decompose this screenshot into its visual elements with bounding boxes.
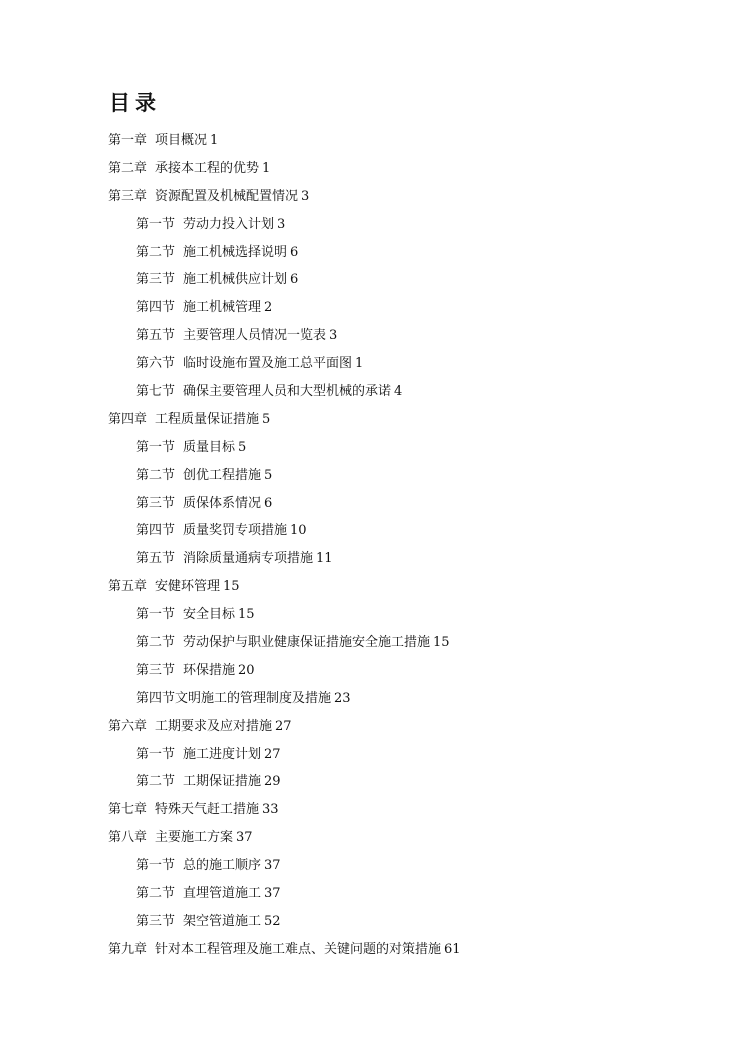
toc-entry-page-number: 15 (223, 579, 240, 595)
toc-entry-label: 第二节 (136, 467, 176, 483)
toc-section-entry[interactable] (0, 741, 744, 769)
toc-entry-page-number: 1 (262, 160, 271, 176)
toc-entry-label: 第五节 (136, 551, 176, 567)
toc-entry-label: 第四节 (136, 690, 176, 706)
toc-entry-page-number: 3 (277, 216, 286, 232)
toc-entry-page-number: 15 (433, 635, 450, 651)
toc-chapter-entry[interactable] (0, 155, 744, 183)
toc-entry-label: 第三节 (136, 662, 176, 678)
toc-entry-text: 施工进度计划 (183, 746, 262, 762)
toc-entry-page-number: 6 (264, 495, 273, 511)
toc-entry-label: 第九章 (108, 941, 148, 957)
toc-entry-label: 第四章 (108, 411, 148, 427)
toc-entry-page-number: 5 (264, 467, 273, 483)
toc-entry-page-number: 3 (301, 188, 310, 204)
toc-entry-page-number: 10 (290, 523, 307, 539)
toc-entry-page-number: 6 (290, 272, 299, 288)
toc-section-entry[interactable] (0, 211, 744, 239)
toc-entry-label: 第一节 (136, 216, 176, 232)
toc-entry-page-number: 1 (355, 356, 364, 372)
toc-section-entry[interactable] (0, 462, 744, 490)
toc-entry-text: 安全目标 (183, 607, 236, 623)
toc-entry-label: 第一节 (136, 858, 176, 874)
toc-section-entry[interactable] (0, 601, 744, 629)
toc-entry-page-number: 29 (264, 774, 281, 790)
toc-entry-label: 第三章 (108, 188, 148, 204)
toc-section-entry[interactable] (0, 685, 744, 713)
toc-entry-label: 第二章 (108, 160, 148, 176)
toc-chapter-entry[interactable] (0, 573, 744, 601)
toc-entry-label: 第二节 (136, 774, 176, 790)
toc-entry-label: 第三节 (136, 495, 176, 511)
toc-chapter-entry[interactable] (0, 936, 744, 964)
toc-entry-label: 第一节 (136, 607, 176, 623)
toc-entry-label: 第四节 (136, 523, 176, 539)
toc-entry-page-number: 4 (394, 384, 403, 400)
toc-entry-text: 文明施工的管理制度及措施 (175, 690, 332, 706)
toc-list (0, 127, 744, 964)
toc-entry-label: 第六章 (108, 718, 148, 734)
toc-entry-text: 针对本工程管理及施工难点、关键问题的对策措施 (155, 941, 442, 957)
toc-entry-text: 施工机械管理 (183, 300, 262, 316)
toc-entry-label: 第六节 (136, 356, 176, 372)
toc-entry-text: 确保主要管理人员和大型机械的承诺 (183, 384, 392, 400)
toc-section-entry[interactable] (0, 852, 744, 880)
toc-entry-label: 第七章 (108, 802, 148, 818)
toc-entry-text: 安健环管理 (155, 579, 221, 595)
toc-section-entry[interactable] (0, 880, 744, 908)
toc-section-entry[interactable] (0, 545, 744, 573)
toc-entry-text: 架空管道施工 (183, 913, 262, 929)
toc-entry-text: 工期保证措施 (183, 774, 262, 790)
toc-entry-text: 质量目标 (183, 439, 236, 455)
toc-entry-label: 第五节 (136, 328, 176, 344)
toc-entry-label: 第一章 (108, 133, 148, 148)
toc-entry-text: 环保措施 (183, 662, 236, 678)
toc-entry-page-number: 15 (238, 607, 255, 623)
toc-entry-text: 总的施工顺序 (183, 858, 262, 874)
toc-entry-page-number: 5 (238, 439, 247, 455)
toc-section-entry[interactable] (0, 350, 744, 378)
toc-entry-page-number: 27 (264, 746, 281, 762)
toc-entry-text: 创优工程措施 (183, 467, 262, 483)
toc-entry-text: 主要管理人员情况一览表 (183, 328, 327, 344)
toc-section-entry[interactable] (0, 517, 744, 545)
toc-entry-text: 消除质量通病专项措施 (183, 551, 314, 567)
toc-entry-text: 特殊天气赶工措施 (155, 802, 260, 818)
toc-entry-text: 资源配置及机械配置情况 (155, 188, 299, 204)
toc-entry-label: 第一节 (136, 439, 176, 455)
toc-entry-label: 第二节 (136, 635, 176, 651)
toc-chapter-entry[interactable] (0, 127, 744, 155)
toc-section-entry[interactable] (0, 908, 744, 936)
toc-entry-text: 施工机械选择说明 (183, 244, 288, 260)
toc-entry-page-number: 52 (264, 913, 281, 929)
toc-entry-text: 主要施工方案 (155, 830, 234, 846)
toc-entry-page-number: 33 (262, 802, 279, 818)
toc-title: 目录 (109, 91, 161, 115)
toc-chapter-entry[interactable] (0, 406, 744, 434)
toc-entry-text: 劳动力投入计划 (183, 216, 275, 232)
toc-section-entry[interactable] (0, 294, 744, 322)
toc-entry-page-number: 20 (238, 662, 255, 678)
toc-entry-text: 直埋管道施工 (183, 886, 262, 902)
toc-section-entry[interactable] (0, 266, 744, 294)
toc-entry-page-number: 27 (275, 718, 292, 734)
toc-section-entry[interactable] (0, 629, 744, 657)
toc-entry-text: 劳动保护与职业健康保证措施安全施工措施 (183, 635, 431, 651)
toc-section-entry[interactable] (0, 768, 744, 796)
toc-section-entry[interactable] (0, 434, 744, 462)
toc-section-entry[interactable] (0, 657, 744, 685)
toc-entry-label: 第一节 (136, 746, 176, 762)
toc-entry-label: 第五章 (108, 579, 148, 595)
toc-entry-page-number: 3 (329, 328, 338, 344)
toc-entry-text: 质量奖罚专项措施 (183, 523, 288, 539)
toc-entry-text: 项目概况 (155, 133, 208, 148)
toc-entry-page-number: 37 (264, 858, 281, 874)
toc-entry-text: 临时设施布置及施工总平面图 (183, 356, 353, 372)
toc-entry-text: 工程质量保证措施 (155, 411, 260, 427)
toc-entry-page-number: 5 (262, 411, 271, 427)
toc-entry-text: 承接本工程的优势 (155, 160, 260, 176)
toc-entry-label: 第二节 (136, 244, 176, 260)
toc-entry-label: 第二节 (136, 886, 176, 902)
toc-entry-text: 工期要求及应对措施 (155, 718, 273, 734)
toc-entry-text: 质保体系情况 (183, 495, 262, 511)
toc-entry-page-number: 1 (210, 133, 219, 148)
toc-entry-label: 第八章 (108, 830, 148, 846)
toc-chapter-entry[interactable] (0, 183, 744, 211)
toc-entry-text: 施工机械供应计划 (183, 272, 288, 288)
toc-entry-page-number: 37 (236, 830, 253, 846)
toc-section-entry[interactable] (0, 378, 744, 406)
toc-entry-page-number: 37 (264, 886, 281, 902)
toc-entry-page-number: 23 (334, 690, 351, 706)
toc-entry-page-number: 6 (290, 244, 299, 260)
toc-entry-label: 第三节 (136, 913, 176, 929)
toc-entry-label: 第三节 (136, 272, 176, 288)
toc-chapter-entry[interactable] (0, 824, 744, 852)
toc-entry-label: 第七节 (136, 384, 176, 400)
toc-section-entry[interactable] (0, 322, 744, 350)
toc-entry-page-number: 2 (264, 300, 273, 316)
toc-chapter-entry[interactable] (0, 796, 744, 824)
toc-entry-label: 第四节 (136, 300, 176, 316)
toc-chapter-entry[interactable] (0, 713, 744, 741)
toc-entry-page-number: 11 (316, 551, 333, 567)
toc-section-entry[interactable] (0, 239, 744, 267)
toc-section-entry[interactable] (0, 490, 744, 518)
toc-entry-page-number: 61 (444, 941, 461, 957)
